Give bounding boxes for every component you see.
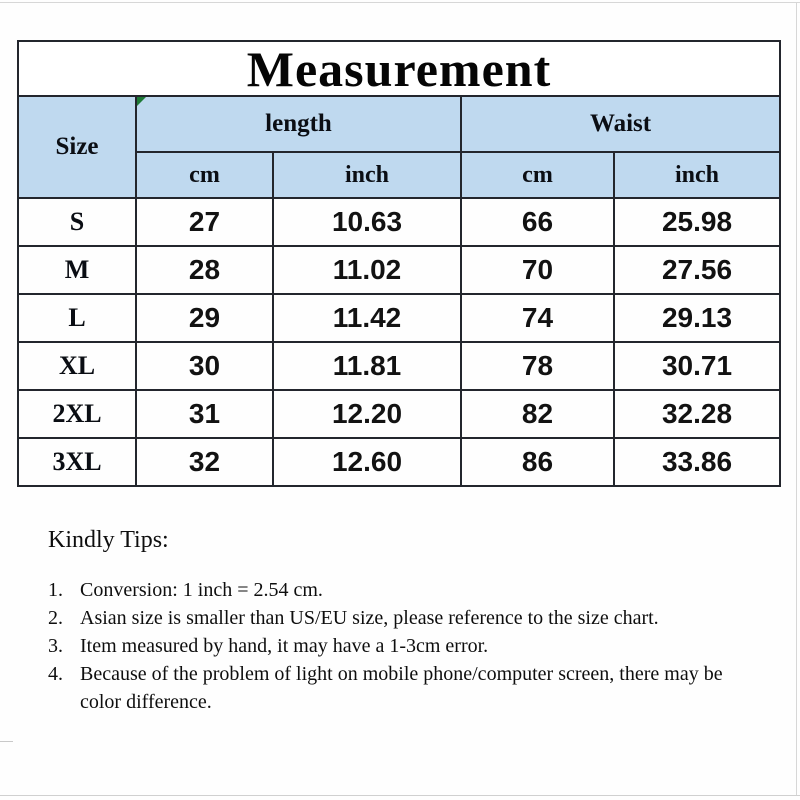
tip-line: Because of the problem of light on mobile phone/computer screen, there may be: [80, 662, 723, 685]
page-edge-line-top: [0, 2, 800, 3]
tip-text: [80, 660, 754, 716]
tip-item-1: [48, 576, 754, 604]
header-waist-cm: cm: [461, 152, 614, 198]
waist-inch-cell: 33.86: [614, 438, 780, 486]
waist-inch-cell: 30.71: [614, 342, 780, 390]
tip-number: 4.: [48, 662, 63, 685]
length-cm-cell: 30: [136, 342, 273, 390]
group-header-row: [18, 96, 780, 152]
tip-text: [80, 604, 754, 632]
measurement-table: [17, 40, 781, 487]
header-waist-inch: inch: [614, 152, 780, 198]
header-length-label: length: [265, 110, 332, 137]
page-edge-dash: [0, 741, 13, 742]
size-cell: 3XL: [18, 438, 136, 486]
size-cell: XL: [18, 342, 136, 390]
tips-heading: Kindly Tips:: [48, 527, 169, 553]
size-cell: M: [18, 246, 136, 294]
header-size: Size: [18, 96, 136, 198]
length-cm-cell: 27: [136, 198, 273, 246]
tip-number: 3.: [48, 634, 63, 657]
header-waist: Waist: [461, 96, 780, 152]
page-edge-line-bottom: [0, 795, 800, 796]
tip-line-2: color difference.: [80, 690, 212, 713]
waist-inch-cell: 29.13: [614, 294, 780, 342]
table-row-3xl: [18, 438, 780, 486]
title-row: [18, 41, 780, 96]
table-row-2xl: [18, 390, 780, 438]
length-inch-cell: 11.42: [273, 294, 461, 342]
tip-item-2: [48, 604, 754, 632]
length-cm-cell: 29: [136, 294, 273, 342]
length-inch-cell: 12.60: [273, 438, 461, 486]
length-inch-cell: 11.02: [273, 246, 461, 294]
waist-inch-cell: 25.98: [614, 198, 780, 246]
tip-line: Item measured by hand, it may have a 1-3cm error.: [80, 634, 489, 657]
waist-cm-cell: 66: [461, 198, 614, 246]
table-title: Measurement: [18, 41, 780, 96]
waist-cm-cell: 74: [461, 294, 614, 342]
header-length: [136, 96, 461, 152]
waist-cm-cell: 70: [461, 246, 614, 294]
table-row-m: [18, 246, 780, 294]
length-inch-cell: 10.63: [273, 198, 461, 246]
page-edge-line-right: [796, 2, 797, 796]
tips-list: [48, 576, 754, 716]
size-cell: L: [18, 294, 136, 342]
length-inch-cell: 12.20: [273, 390, 461, 438]
length-inch-cell: 11.81: [273, 342, 461, 390]
length-cm-cell: 31: [136, 390, 273, 438]
waist-cm-cell: 78: [461, 342, 614, 390]
length-cm-cell: 28: [136, 246, 273, 294]
table-row-xl: [18, 342, 780, 390]
tip-item-3: [48, 632, 754, 660]
waist-inch-cell: 27.56: [614, 246, 780, 294]
tip-line: Conversion: 1 inch = 2.54 cm.: [80, 578, 323, 601]
table-row-s: [18, 198, 780, 246]
table-row-l: [18, 294, 780, 342]
header-length-inch: inch: [273, 152, 461, 198]
cell-corner-marker: [137, 97, 146, 106]
waist-cm-cell: 82: [461, 390, 614, 438]
tip-text: [80, 632, 754, 660]
tip-number: 2.: [48, 606, 63, 629]
header-length-cm: cm: [136, 152, 273, 198]
size-cell: 2XL: [18, 390, 136, 438]
tip-number: 1.: [48, 578, 63, 601]
tip-line: Asian size is smaller than US/EU size, please reference to the size chart.: [80, 606, 659, 629]
tip-text: [80, 576, 754, 604]
tips-section: [48, 527, 754, 716]
tip-item-4: [48, 660, 754, 716]
waist-cm-cell: 86: [461, 438, 614, 486]
size-cell: S: [18, 198, 136, 246]
length-cm-cell: 32: [136, 438, 273, 486]
waist-inch-cell: 32.28: [614, 390, 780, 438]
